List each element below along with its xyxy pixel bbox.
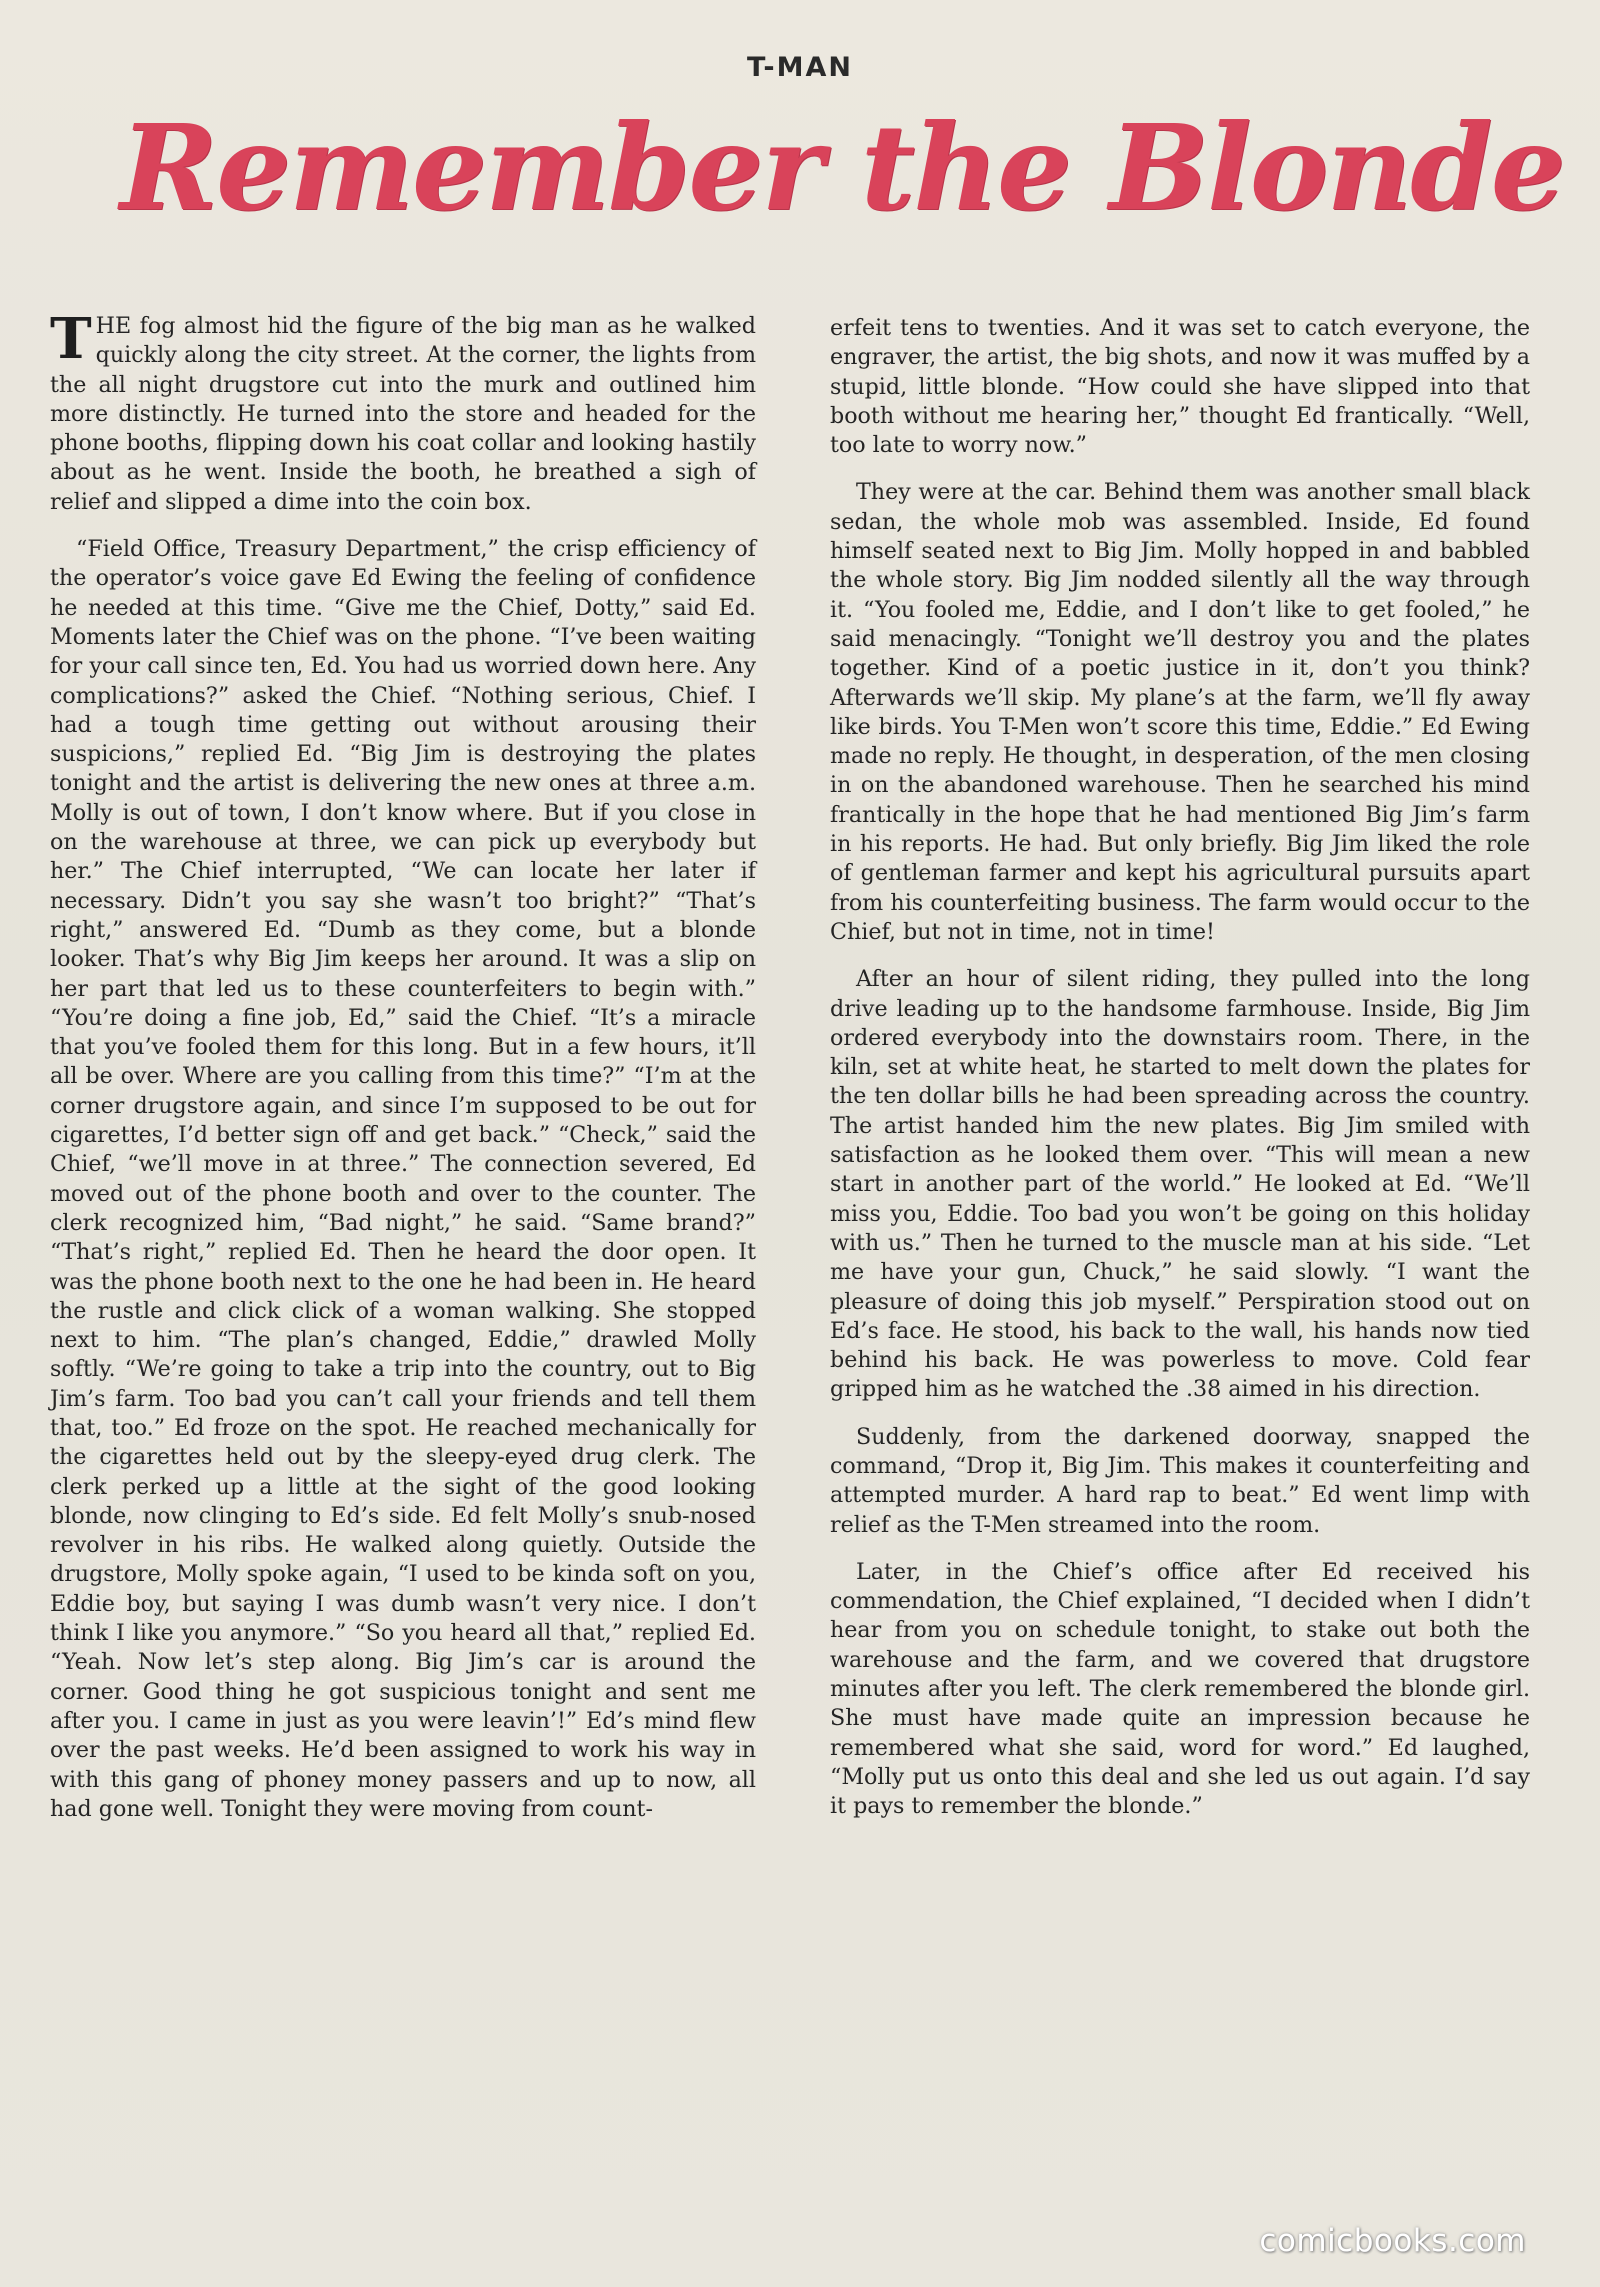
paragraph-car: They were at the car. Behind them was another small black sedan, the whole mob was assembled. Inside, Ed found himself seated next to Big Jim. Molly hopped in and babbled the whole story. Big Jim nodded silently all the way through it. “You fooled me, Eddie, and I don’t like to get fooled,” he said menacingly. “Tonight we’ll destroy you and the plates together. Kind of a poetic justice in it, don’t you think? Afterwards we’ll skip. My plane’s at the farm, we’ll fly away like birds. You T-Men won’t score this time, Eddie.” Ed Ewing made no reply. He thought, in desperation, of the men closing in on the abandoned warehouse. Then he searched his mind frantically in the hope that he had mentioned Big Jim’s farm in his reports. He had. But only briefly. Big Jim liked the role of gentleman farmer and kept his agricultural pursuits apart from his counterfeiting business. The farm would occur to the Chief, but not in time, not in time! bbox=[830, 479, 1530, 945]
source-watermark: comicbooks.com bbox=[1259, 2223, 1526, 2259]
running-head: T-MAN bbox=[746, 52, 854, 83]
paragraph-opening-text: HE fog almost hid the figure of the big man as he walked quickly along the city street. At the corner, the lights from the all night drugstore cut into the murk and outlined him more distinctly. He turned into the store and headed for the phone booths, flipping down his coat collar and looking hastily about as he went. Inside the booth, he breathed a sigh of relief and slipped a dime into the coin box. bbox=[50, 313, 756, 515]
left-column bbox=[50, 306, 756, 1842]
drop-cap: T bbox=[50, 306, 92, 372]
story-title: Remember the Blonde bbox=[120, 98, 1564, 237]
right-column bbox=[830, 314, 1530, 1840]
paragraph-ending: Later, in the Chief’s office after Ed received his commendation, the Chief explained, “I decided when I didn’t hear from you on schedule tonight, to stake out both the warehouse and the farm, and we covered that drugstore minutes after you left. The clerk remembered the blonde girl. She must have made quite an impression because he remembered what she said, word for word.” Ed laughed, “Molly put us onto this deal and she led us out again. I’d say it pays to remember the blonde.” bbox=[830, 1558, 1530, 1820]
paragraph-opening bbox=[50, 306, 756, 517]
paragraph-phone-call: “Field Office, Treasury Department,” the crisp efficiency of the operator’s voice gave Ed Ewing the feeling of confidence he needed at this time. “Give me the Chief, Dotty,” said Ed. Moments later the Chief was on the phone. “I’ve been waiting for your call since ten, Ed. You had us worried down here. Any complications?” asked the Chief. “Nothing serious, Chief. I had a tough time getting out without arousing their suspicions,” replied Ed. “Big Jim is destroying the plates tonight and the artist is delivering the new ones at three a.m. Molly is out of town, I don’t know where. But if you close in on the warehouse at three, we can pick up everybody but her.” The Chief interrupted, “We can locate her later if necessary. Didn’t you say she wasn’t too bright?” “That’s right,” answered Ed. “Dumb as they come, but a blonde looker. That’s why Big Jim keeps her around. It was a slip on her part that led us to these counterfeiters to begin with.” “You’re doing a fine job, Ed,” said the Chief. “It’s a miracle that you’ve fooled them for this long. But in a few hours, it’ll all be over. Where are you calling from this time?” “I’m at the corner drugstore again, and since I’m supposed to be out for cigarettes, I’d better sign off and get back.” “Check,” said the Chief, “we’ll move in at three.” The connection severed, Ed moved out of the phone booth and over to the counter. The clerk recognized him, “Bad night,” he said. “Same brand?” “That’s right,” replied Ed. Then he heard the door open. It was the phone booth next to the one he had been in. He heard the rustle and click click of a woman walking. She stopped next to him. “The plan’s changed, Eddie,” drawled Molly softly. “We’re going to take a trip into the country, out to Big Jim’s farm. Too bad you can’t call your friends and tell them that, too.” Ed froze on the spot. He reached mechanically for the cigarettes held out by the sleepy-eyed drug clerk. The clerk perked up a little at the sight of the good looking blonde, now clinging to Ed’s side. Ed felt Molly’s snub-nosed revolver in his ribs. He walked along quietly. Outside the drugstore, Molly spoke again, “I used to be kinda soft on you, Eddie boy, but saying I was dumb wasn’t very nice. I don’t think I like you anymore.” “So you heard all that,” replied Ed. “Yeah. Now let’s step along. Big Jim’s car is around the corner. Good thing he got suspicious tonight and sent me after you. I came in just as you were leavin’!” Ed’s mind flew over the past weeks. He’d been assigned to work his way in with this gang of phoney money passers and up to now, all had gone well. Tonight they were moving from count- bbox=[50, 536, 756, 1822]
paragraph-rescue: Suddenly, from the darkened doorway, snapped the command, “Drop it, Big Jim. This makes it counterfeiting and attempted murder. A hard rap to beat.” Ed went limp with relief as the T-Men streamed into the room. bbox=[830, 1423, 1530, 1538]
paragraph-farmhouse: After an hour of silent riding, they pulled into the long drive leading up to the handsome farmhouse. Inside, Big Jim ordered everybody into the downstairs room. There, in the kiln, set at white heat, he started to melt down the plates for the ten dollar bills he had been spreading across the country. The artist handed him the new plates. Big Jim smiled with satisfaction as he looked them over. “This will mean a new start in another part of the world.” He looked at Ed. “We’ll miss you, Eddie. Too bad you won’t be going on this holiday with us.” Then he turned to the muscle man at his side. “Let me have your gun, Chuck,” he said slowly. “I want the pleasure of doing this job myself.” Perspiration stood out on Ed’s face. He stood, his back to the wall, his hands now tied behind his back. He was powerless to move. Cold fear gripped him as he watched the .38 aimed in his direction. bbox=[830, 966, 1530, 1403]
paragraph-continued: erfeit tens to twenties. And it was set to catch everyone, the engraver, the artist, the big shots, and now it was muffed by a stupid, little blonde. “How could she have slipped into that booth without me hearing her,” thought Ed frantically. “Well, too late to worry now.” bbox=[830, 315, 1530, 459]
